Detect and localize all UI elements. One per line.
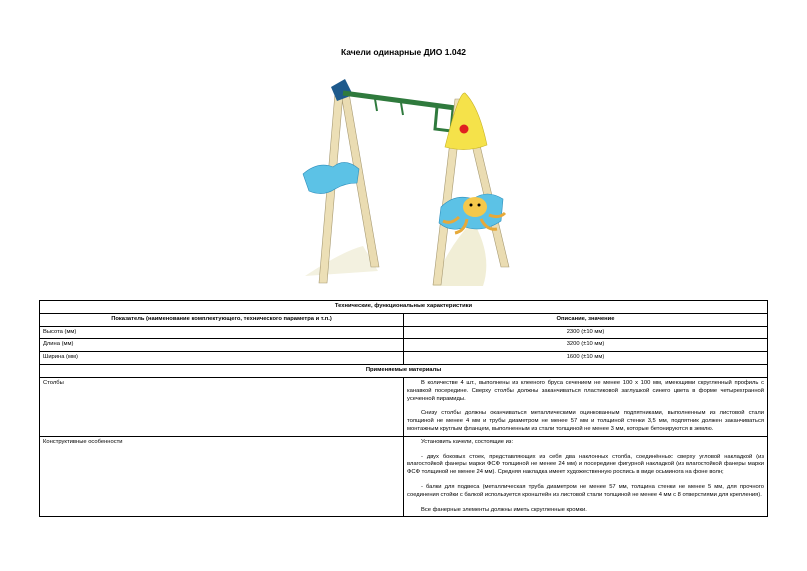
- dimension-value: 3200 (±10 мм): [404, 339, 768, 352]
- section-title: Технические, функциональные характеристики: [40, 301, 768, 314]
- materials-title: Применяемые материалы: [40, 365, 768, 378]
- dimension-label: Ширина (мм): [40, 352, 404, 365]
- ground-shadow-left: [305, 246, 378, 276]
- red-dot: [460, 125, 469, 134]
- posts-label: Столбы: [40, 377, 404, 436]
- dimension-value: 2300 (±10 мм): [404, 326, 768, 339]
- page-title: Качели одинарные ДИО 1.042: [340, 47, 467, 57]
- posts-paragraph: В количестве 4 шт., выполнены из клееного бруса сечением не менее 100 х 100 мм, имеющими скругленный профиль с канавкой посередине. Сверху столбы должны заканчиваться пластиковой заглушкой синего цвета в форме четырехгранной усеченной пирамиды.: [407, 379, 764, 402]
- column-header-description: Описание, значение: [404, 313, 768, 326]
- design-label: Конструктивные особенности: [40, 436, 404, 517]
- column-header-indicator: Показатель (наименование комплектующего, технического параметра и т.п.): [40, 313, 404, 326]
- octopus: [463, 197, 487, 217]
- posts-paragraph: Снизу столбы должны оканчиваться металлическими оцинкованным подпятниками, выполненным из листовой стали толщиной не менее 4 мм и трубы диаметром не менее 57 мм и толщиной стенки 3,5 мм, подпятник должен заканчиваться монтажным круглым фланцем, выполненным из стали толщиной не менее 3 мм, которые бетонируются в землю.: [407, 410, 764, 432]
- design-description: [404, 436, 768, 517]
- specs-table: [39, 300, 768, 517]
- design-paragraph: - двух боковых стоек, представляющих из себя два наклонных столба, соединённых: сверху угловой накладкой (из влагостойкой фанеры марки ФСФ толщиной не менее 24 мм) и посередине фигурной накладкой (из влагостойкой фанеры марки ФСФ толщиной не менее 24 мм). Средняя накладка имеет художественную роспись в виде осьминога на фоне волн;: [407, 453, 764, 476]
- design-paragraph: Все фанерные элементы должны иметь скругленные кромки.: [421, 506, 587, 513]
- posts-description: [404, 377, 768, 436]
- design-paragraph: - балки для подвеса (металлическая труба диаметром не менее 57 мм, толщина стенки не менее 5 мм, для прочного соединения стойки с балкой используется кронштейн из листовой стали толщиной не менее 4 мм с 8 отверстиями для крепления).: [407, 484, 764, 498]
- swing-illustration: [283, 71, 523, 293]
- hanger-1: [375, 99, 377, 111]
- dimension-label: Длина (мм): [40, 339, 404, 352]
- hanger-2: [401, 103, 403, 115]
- swing-beam: [343, 93, 463, 109]
- design-paragraph: Установить качели, состоящие из:: [421, 438, 514, 445]
- dimension-label: Высота (мм): [40, 326, 404, 339]
- dimension-value: 1600 (±10 мм): [404, 352, 768, 365]
- wave-panel: [303, 162, 359, 193]
